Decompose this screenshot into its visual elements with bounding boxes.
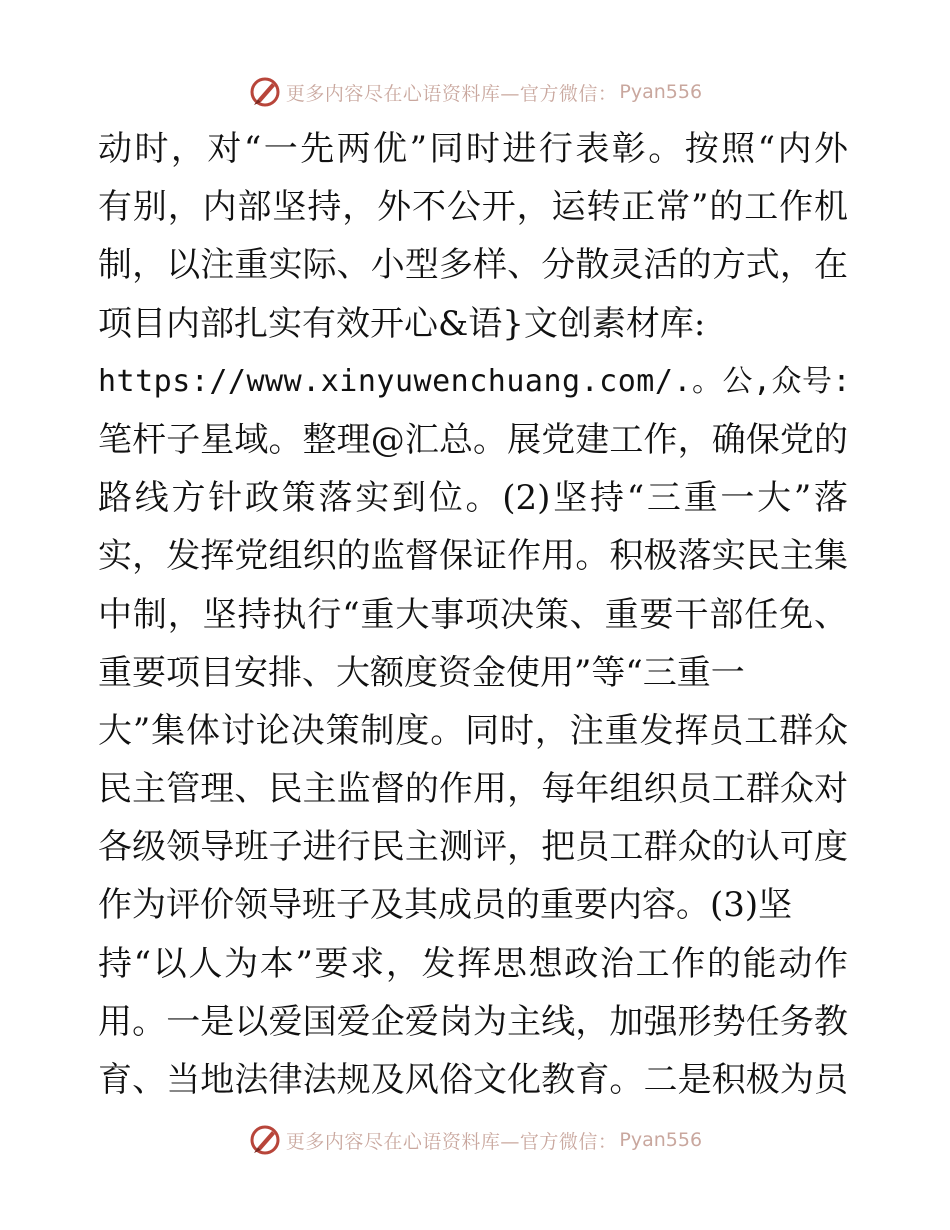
body-line: 动时，对“一先两优”同时进行表彰。按照“内外 [98, 129, 848, 169]
header-watermark-handle: Pyan556 [619, 81, 703, 103]
body-line: 作为评价领导班子及其成员的重要内容。(3)坚 [98, 885, 793, 926]
body-line: 中制，坚持执行“重大事项决策、重要干部任免、 [98, 594, 848, 635]
body-line: 路线方针政策落实到位。(2)坚持“三重一大”落 [98, 478, 848, 519]
body-line: 有别，内部坚持，外不公开，运转正常”的工作机 [98, 187, 848, 228]
body-line: 各级领导班子进行民主测评，把员工群众的认可度 [98, 827, 848, 868]
header-watermark-text: 更多内容尽在心语资料库—官方微信： [285, 82, 618, 105]
document-body [98, 120, 858, 1109]
footer-watermark-text: 更多内容尽在心语资料库—官方微信： [285, 1130, 618, 1153]
body-line: 制，以注重实际、小型多样、分散灵活的方式，在 [98, 245, 848, 286]
pen-logo-icon [248, 1123, 282, 1157]
body-line: 民主管理、民主监督的作用，每年组织员工群众对 [98, 769, 848, 810]
body-line: 育、当地法律法规及风俗文化教育。二是积极为员 [98, 1060, 848, 1100]
body-line: 用。一是以爱国爱企爱岗为主线，加强形势任务教 [98, 1001, 848, 1042]
body-line: 重要项目安排、大额度资金使用”等“三重一 [98, 652, 745, 693]
body-line-url: https://www.xinyuwenchuang.com/.。公,众号: [98, 363, 852, 399]
body-line: 实，发挥党组织的监督保证作用。积极落实民主集 [98, 536, 848, 577]
footer-watermark-handle: Pyan556 [619, 1129, 703, 1151]
pen-logo-icon [248, 75, 282, 109]
body-line: 笔杆子星域。整理@汇总。展党建工作，确保党的 [98, 419, 848, 460]
body-line: 项目内部扎实有效开心&语}文创素材库: [98, 303, 706, 344]
body-line: 持“以人为本”要求，发挥思想政治工作的能动作 [98, 943, 848, 984]
header-watermark [0, 72, 950, 112]
footer-watermark [0, 1120, 950, 1160]
body-line: 大”集体讨论决策制度。同时，注重发挥员工群众 [98, 710, 848, 751]
